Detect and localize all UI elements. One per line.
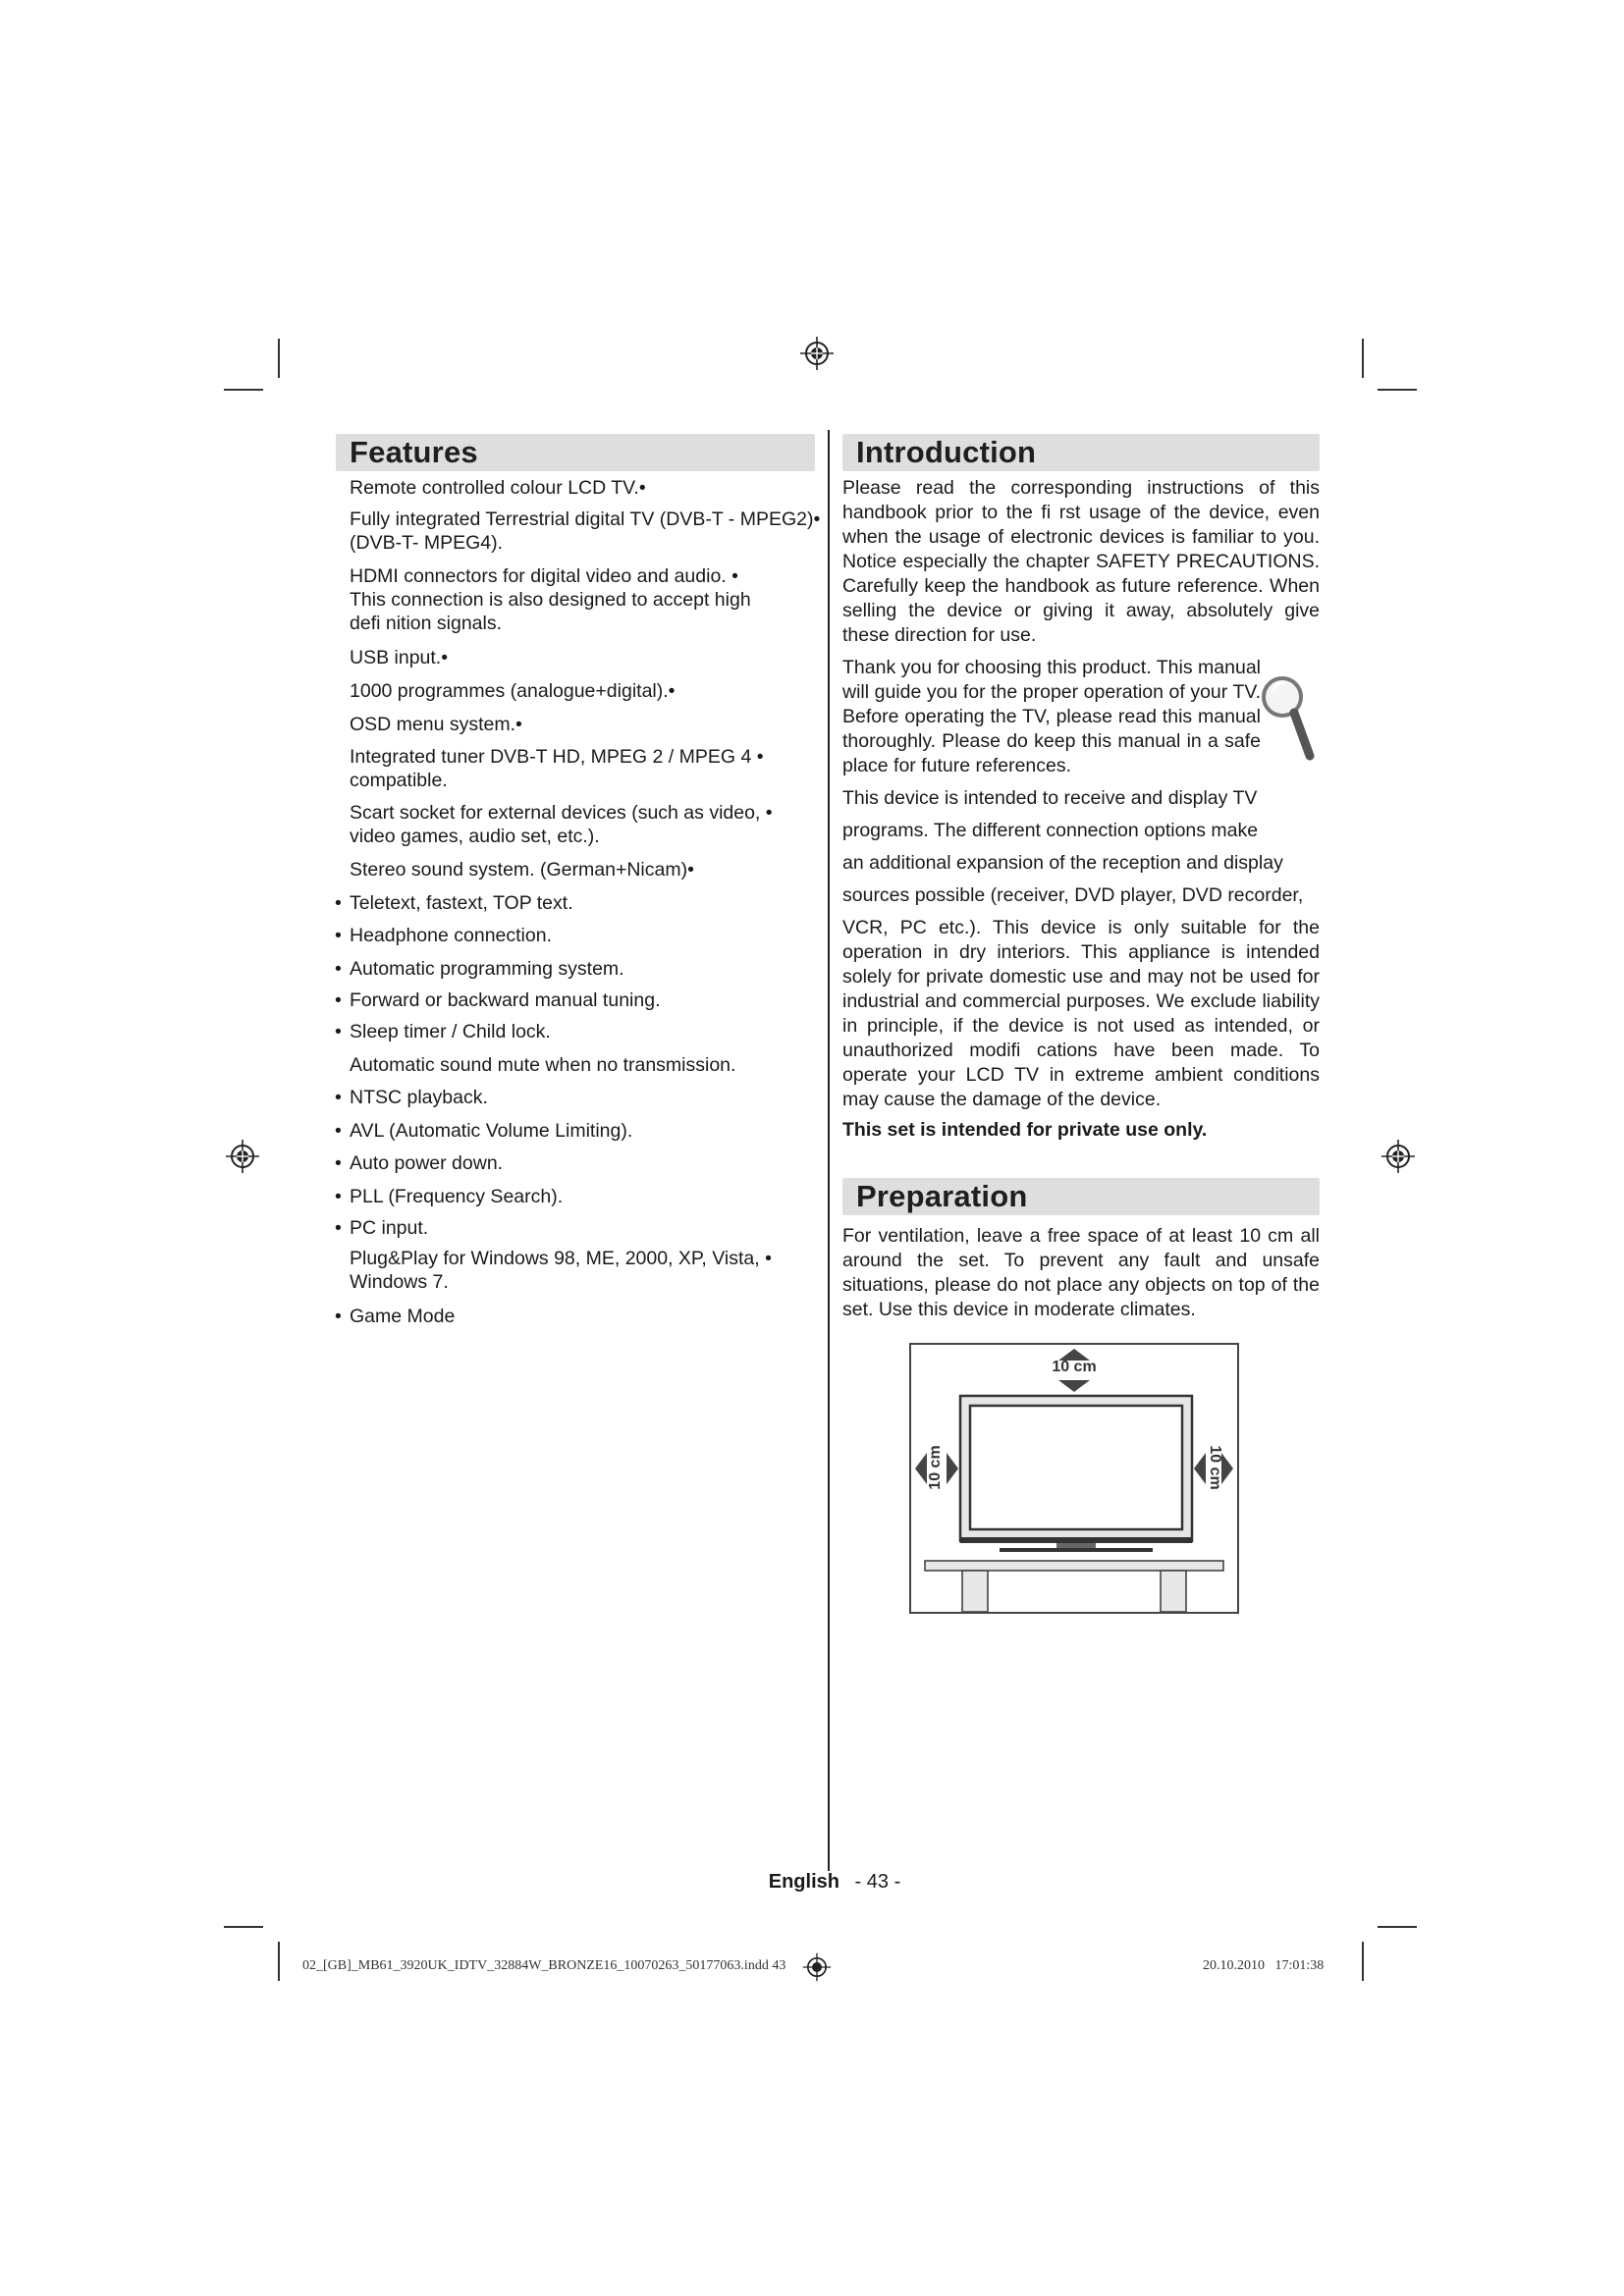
footer-language: English xyxy=(768,1871,839,1893)
feature-item: • Auto power down. xyxy=(335,1152,504,1174)
feature-item: • Game Mode xyxy=(335,1306,456,1327)
registration-mark-icon xyxy=(1380,1139,1416,1174)
intro-paragraph: Please read the corresponding instructions of this handbook prior to the fi rst usage of the device, even when the usage of electronic devices is familiar to you. Notice especially the chapter SAFETY PRECAUTIONS. Carefully keep the handbook as future reference. When selling the device or giving it away, absolutely give these direction for use. xyxy=(842,477,1320,646)
feature-item: • Forward or backward manual tuning. xyxy=(335,989,661,1011)
preparation-paragraph: For ventilation, leave a free space of at least 10 cm all around the set. To prevent any fault and unsafe situations, please do not place any objects on top of the set. Use this device in moderate climates. xyxy=(842,1225,1320,1320)
intro-private-use-note: This set is intended for private use only. xyxy=(842,1119,1208,1141)
intro-paragraph: VCR, PC etc.). This device is only suitable for the operation in dry interiors. This appliance is intended solely for private domestic use and may not be used for industrial and commercial purposes. We exclude liability in principle, if the device is not used as intended, or unauthorized modifi cations have been made. To operate your LCD TV in extreme ambient conditions may cause the damage of the device. xyxy=(842,917,1320,1110)
feature-item: Stereo sound system. (German+Nicam)• xyxy=(350,859,694,881)
feature-item: Integrated tuner DVB-T HD, MPEG 2 / MPEG 4 • compatible. xyxy=(350,746,764,791)
crop-mark-bottom-left-h xyxy=(224,1926,263,1928)
magnifier-icon xyxy=(1259,669,1318,764)
feature-item: • PLL (Frequency Search). xyxy=(335,1186,564,1207)
page-footer xyxy=(687,1871,982,1894)
feature-item: 1000 programmes (analogue+digital).• xyxy=(350,680,676,702)
diagram-top-label: 10 cm xyxy=(1052,1359,1097,1375)
feature-item: Plug&Play for Windows 98, ME, 2000, XP, Vista, • Windows 7. xyxy=(350,1248,772,1293)
features-title: Features xyxy=(350,435,478,469)
ventilation-diagram xyxy=(909,1343,1239,1614)
preparation-header xyxy=(842,1178,1320,1215)
crop-mark-bottom-left-v xyxy=(278,1942,280,1981)
feature-item: • Headphone connection. xyxy=(335,925,552,946)
intro-paragraph: an additional expansion of the reception and display xyxy=(842,852,1283,874)
print-slug-datetime: 20.10.2010 17:01:38 xyxy=(1203,1958,1325,1973)
feature-item: • PC input. xyxy=(335,1217,429,1239)
intro-paragraph: programs. The different connection options make xyxy=(842,820,1259,841)
introduction-body xyxy=(842,476,1320,1143)
registration-mark-icon xyxy=(802,1952,832,1982)
crop-mark-top-left-h xyxy=(224,389,263,391)
footer-page-number: - 43 - xyxy=(854,1871,901,1893)
diagram-right-label: 10 cm xyxy=(1207,1445,1223,1490)
feature-item: Remote controlled colour LCD TV.• xyxy=(350,477,646,499)
features-header xyxy=(336,434,815,471)
feature-item: HDMI connectors for digital video and audio. • This connection is also designed to accept high defi nition signals. xyxy=(350,565,751,634)
feature-item: • Sleep timer / Child lock. xyxy=(335,1021,551,1042)
crop-mark-bottom-right-h xyxy=(1378,1926,1417,1928)
preparation-title: Preparation xyxy=(856,1179,1028,1213)
feature-item: Fully integrated Terrestrial digital TV (DVB-T - MPEG2)• (DVB-T- MPEG4). xyxy=(350,508,821,554)
introduction-header xyxy=(842,434,1320,471)
feature-item: OSD menu system.• xyxy=(350,714,522,735)
column-divider xyxy=(828,430,830,1871)
intro-paragraph: Thank you for choosing this product. This manual will guide you for the proper operation of your TV. Before operating the TV, please read this manual thoroughly. Please do keep this manual in a safe place for future references. xyxy=(842,657,1261,776)
feature-item: Automatic sound mute when no transmission. xyxy=(350,1054,736,1076)
feature-item: • NTSC playback. xyxy=(335,1087,488,1108)
crop-mark-top-left-v xyxy=(278,339,280,378)
feature-item: • Automatic programming system. xyxy=(335,958,624,980)
feature-item: • AVL (Automatic Volume Limiting). xyxy=(335,1120,633,1142)
introduction-title: Introduction xyxy=(856,435,1037,469)
crop-mark-top-right-v xyxy=(1362,339,1364,378)
crop-mark-top-right-h xyxy=(1378,389,1417,391)
crop-mark-bottom-right-v xyxy=(1362,1942,1364,1981)
registration-mark-icon xyxy=(799,336,835,371)
intro-paragraph: This device is intended to receive and display TV xyxy=(842,787,1258,809)
intro-paragraph: sources possible (receiver, DVD player, DVD recorder, xyxy=(842,884,1304,906)
print-slug-file: 02_[GB]_MB61_3920UK_IDTV_32884W_BRONZE16_10070263_50177063.indd 43 xyxy=(302,1958,786,1973)
preparation-body xyxy=(842,1224,1320,1322)
registration-mark-icon xyxy=(225,1139,260,1174)
diagram-left-label: 10 cm xyxy=(927,1445,944,1490)
feature-item: USB input.• xyxy=(350,647,449,668)
feature-item: • Teletext, fastext, TOP text. xyxy=(335,892,573,914)
feature-item: Scart socket for external devices (such as video, • video games, audio set, etc.). xyxy=(350,802,773,847)
